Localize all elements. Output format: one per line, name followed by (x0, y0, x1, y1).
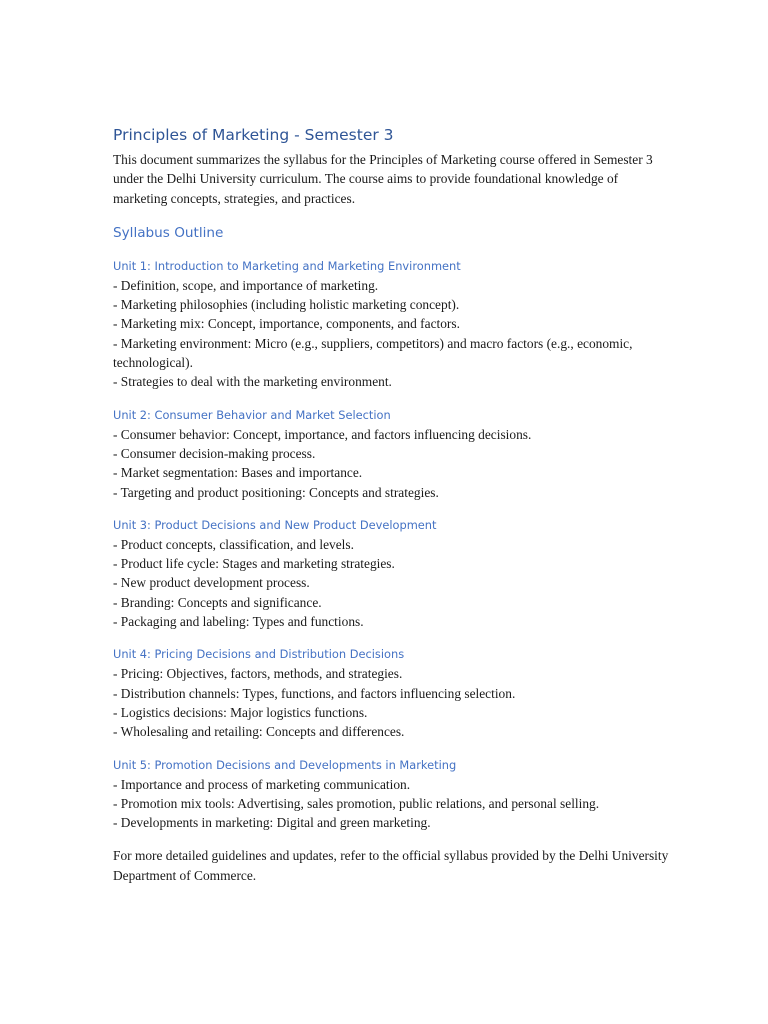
list-item: - Marketing mix: Concept, importance, components, and factors. (113, 316, 460, 332)
list-item: - Strategies to deal with the marketing environment. (113, 374, 392, 390)
unit-items (113, 664, 673, 741)
list-item: - Importance and process of marketing communication. (113, 776, 411, 792)
unit-items (113, 535, 673, 631)
unit-heading: Unit 3: Product Decisions and New Product Development (113, 517, 437, 532)
unit-section (113, 756, 673, 833)
list-item: - Consumer decision-making process. (113, 445, 316, 461)
closing-paragraph: For more detailed guidelines and updates, refer to the official syllabus provided by the Delhi University Department of Commerce. (113, 848, 669, 883)
list-item: - Promotion mix tools: Advertising, sales promotion, public relations, and personal selling. (113, 795, 600, 811)
list-item: - Targeting and product positioning: Concepts and strategies. (113, 484, 439, 500)
list-item: - Definition, scope, and importance of marketing. (113, 277, 379, 293)
list-item: - Marketing environment: Micro (e.g., suppliers, competitors) and macro factors (e.g., economic, technological). (113, 335, 633, 371)
list-item: - New product development process. (113, 575, 310, 591)
list-item: - Logistics decisions: Major logistics functions. (113, 704, 368, 720)
section-heading: Syllabus Outline (113, 224, 224, 241)
list-item: - Packaging and labeling: Types and functions. (113, 614, 364, 630)
unit-section (113, 257, 673, 392)
intro-paragraph: This document summarizes the syllabus for the Principles of Marketing course offered in Semester 3 under the Delhi University curriculum. The course aims to provide foundational knowledge of marketing concepts, strategies, and practices. (113, 152, 653, 206)
unit-heading: Unit 4: Pricing Decisions and Distribution Decisions (113, 647, 405, 662)
unit-items (113, 775, 673, 833)
list-item: - Market segmentation: Bases and importance. (113, 465, 363, 481)
unit-heading: Unit 5: Promotion Decisions and Developments in Marketing (113, 757, 457, 772)
unit-section (113, 516, 673, 631)
unit-heading: Unit 2: Consumer Behavior and Market Selection (113, 407, 391, 422)
unit-items (113, 276, 673, 392)
unit-heading: Unit 1: Introduction to Marketing and Marketing Environment (113, 258, 461, 273)
list-item: - Product life cycle: Stages and marketing strategies. (113, 556, 395, 572)
document-title: Principles of Marketing - Semester 3 (113, 126, 394, 144)
list-item: - Developments in marketing: Digital and green marketing. (113, 815, 431, 831)
list-item: - Marketing philosophies (including holistic marketing concept). (113, 297, 460, 313)
list-item: - Branding: Concepts and significance. (113, 594, 322, 610)
list-item: - Consumer behavior: Concept, importance, and factors influencing decisions. (113, 426, 532, 442)
unit-section (113, 645, 673, 741)
unit-section (113, 406, 673, 502)
list-item: - Wholesaling and retailing: Concepts and differences. (113, 724, 405, 740)
unit-items (113, 425, 673, 502)
list-item: - Product concepts, classification, and levels. (113, 536, 354, 552)
document-page (113, 124, 673, 885)
list-item: - Pricing: Objectives, factors, methods, and strategies. (113, 666, 403, 682)
list-item: - Distribution channels: Types, functions, and factors influencing selection. (113, 685, 516, 701)
units-list (113, 257, 673, 833)
